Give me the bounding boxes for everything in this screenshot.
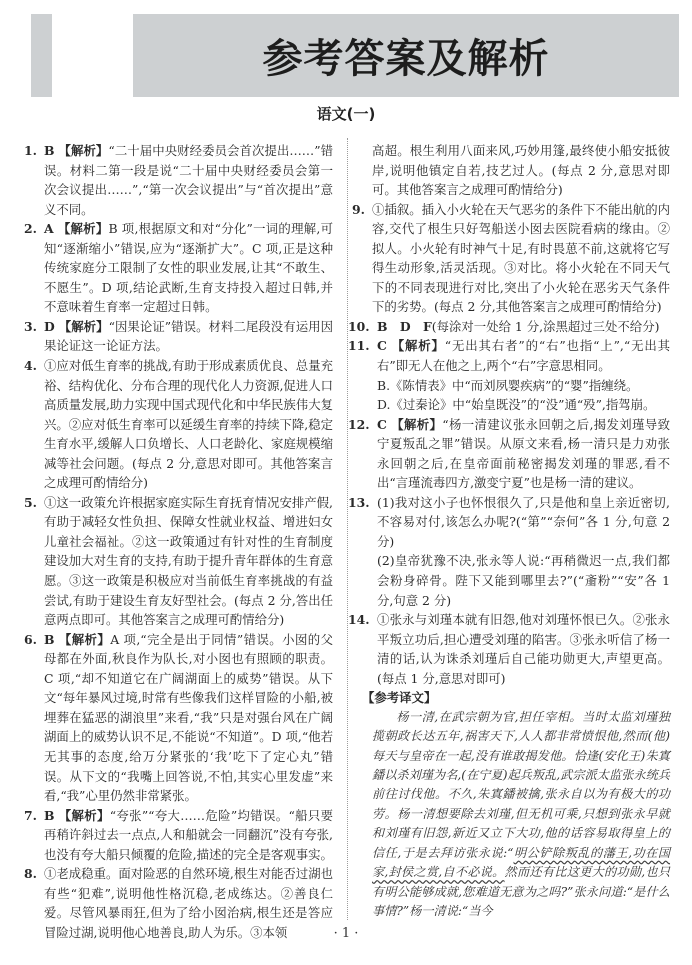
answer-item-11 (348, 336, 671, 414)
item-text: (每涂对一处给 1 分,涂黑超过三处不给分) (431, 318, 660, 334)
item-number: 14. (348, 612, 370, 628)
answer-item-1 (24, 141, 334, 219)
item-number: 2. (24, 221, 37, 237)
item-text: ①应对低生育率的挑战,有助于形成素质优良、总量充裕、结构优化、分布合理的现代化人力资源,促进人口高质量发展,助力实现中国式现代化和中华民族伟大复兴。②应对低生育率可以延缓生育率的持续下降,稳定生育水平,缓解人口负增长、人口老龄化、家庭规模缩减等社会问题。(每点 2 分,意思对即可。其他答案言之成理可酌情给分) (44, 358, 333, 491)
item-text: A 项,“完全是出于同情”错误。小囡的父母都在外面,秋良作为队长,对小囡也有照顾的职责。C 项,“却不知道它在广阔湖面上的威势”错误。从下文“每年暴风过境,时常有些像我们这样冒险的小船,被埋葬在猛恶的湖浪里”来看,“我”只是对强台风在广阔湖面上的威势认识不足,不能说“不知道”。D 项,“他若无其事的态度,给万分紧张的‘我’吃下了定心丸”错误。从下文的“我嘴上回答说,不怕,其实心里发虚”来看,“我”心里仍然非常紧张。 (44, 631, 334, 804)
item-text: “二十届中央财经委员会首次提出……”错误。材料二第一段是说“二十届中央财经委员会第一次会议提出……”,“第一次会议提出”与“首次提出”意义不同。 (44, 143, 334, 217)
item-subpoint: (2)皇帝犹豫不决,张永等人说:“再稍微迟一点,我们都会粉身碎骨。陛下又能到哪里去?”(“齑粉”“安”各 1 分,句意 2 分) (377, 553, 670, 608)
item-answer: B (44, 807, 55, 823)
translation-text (372, 708, 670, 921)
reference-translation (358, 688, 670, 921)
item-answer: C (377, 338, 387, 354)
analysis-tag: 【解析】 (58, 631, 111, 647)
wavy-underlined-text: 明公铲除叛乱的藩王,功在国家,封侯之赏,自不必说。 (372, 845, 671, 880)
item-answer: B (44, 143, 55, 158)
item-answer: B (44, 631, 55, 647)
item-answer: B D F (377, 318, 432, 334)
item-text: B 项,根据原文和对“分化”一词的理解,可知“逐渐缩小”错误,应为“逐渐扩大”。C 项,正是这种传统家庭分工限制了女性的职业发展,让其“不敢生、不愿生”。D 项,结论武断,生育支持投入超过日韩,并不意味着生育率一定超过日韩。 (44, 221, 334, 315)
answer-item-12 (348, 415, 670, 493)
answer-item-5 (24, 493, 333, 630)
item-text: ①这一政策允许根据家庭实际生育抚育情况安排产假,有助于减轻女性负担、保障女性就业权益、增进妇女儿童社会福祉。②这一政策通过有针对性的生育制度建设加大对生育的支持,有助于提升青年群体的生育意愿。③这一政策是积极应对当前低生育率挑战的有益尝试,有助于建设生育友好型社会。(每点 2 分,答出任意两点即可。其他答案言之成理可酌情给分) (44, 494, 333, 628)
item-number: 11. (348, 338, 370, 354)
answer-item-14 (348, 610, 670, 688)
page-number: · 1 · (333, 926, 359, 941)
item-number: 4. (24, 358, 37, 374)
answer-item-7 (24, 806, 333, 865)
answer-item-8-continued (358, 141, 670, 200)
item-number: 9. (352, 201, 365, 217)
reference-heading: 【参考译文】 (362, 690, 437, 706)
item-text: 高超。根生利用八面来风,巧妙用篷,最终使小船安抵彼岸,说明他镇定自若,技艺过人。(每点 2 分,意思对即可。其他答案言之成理可酌情给分) (372, 143, 670, 198)
item-text: ①老成稳重。面对险恶的自然环境,根生对能否过湖也有些“犯难”,说明他性格沉稳,老成练达。②善良仁爱。尽管风暴雨狂,但为了给小囡治病,根生还是答应冒险过湖,说明他心地善良,助人为乐。③本领 (44, 866, 333, 940)
item-text: ①张永与刘瑾本就有旧怨,他对刘瑾怀恨已久。②张永平叛立功后,担心遭受刘瑾的陷害。③张永听信了杨一清的话,认为诛杀刘瑾后自己能功勋更大,声望更高。(每点 1 分,意思对即可) (377, 612, 670, 686)
item-number: 3. (24, 318, 37, 334)
item-text: “夸张”“夸大……危险”均错误。“船只要再稍许斜过去一点点,人和船就会一同翻沉”没有夸张,也没有夸大船只倾覆的危险,描述的完全是客观事实。 (44, 807, 333, 862)
answer-item-4 (24, 356, 333, 493)
subject-heading: 语文(一) (316, 105, 376, 123)
item-number: 12. (348, 416, 370, 432)
answer-item-2 (24, 219, 334, 317)
item-answer: A (44, 221, 54, 237)
answer-item-9 (352, 200, 670, 317)
item-number: 5. (24, 494, 37, 510)
item-number: 7. (24, 807, 37, 823)
item-number: 1. (24, 143, 37, 158)
item-number: 8. (24, 866, 37, 882)
column-divider (347, 138, 348, 920)
answer-item-3 (24, 317, 334, 356)
analysis-tag: 【解析】 (58, 318, 109, 334)
item-text: ①插叙。插入小火轮在天气恶劣的条件下不能出航的内容,交代了根生只好驾船送小囡去医院看病的缘由。②拟人。小火轮有时神气十足,有时畏葸不前,这就将它写得生动形象,活灵活现。③对比。将小火轮在不同天气下的不同表现进行对比,突出了小火轮在恶劣天气条件下的劣势。(每点 2 分,其他答案言之成理可酌情给分) (372, 201, 670, 315)
right-column (348, 141, 671, 921)
answer-item-13 (348, 493, 670, 610)
item-subpoint: D.《过秦论》中“始皇既没”的“没”通“殁”,指驾崩。 (377, 397, 656, 413)
item-text: (1)我对这小子也怀恨很久了,只是他和皇上亲近密切,不容易对付,该怎么办呢?(“第”“奈何”各 1 分,句意 2 分) (377, 494, 670, 549)
left-column (24, 141, 334, 942)
answer-item-10 (348, 317, 670, 337)
analysis-tag: 【解析】 (391, 416, 443, 432)
item-text: “因果论证”错误。材料二尾段没有运用因果论证这一论证方法。 (44, 318, 334, 354)
item-number: 13. (348, 494, 370, 510)
analysis-tag: 【解析】 (58, 807, 110, 823)
answer-item-6 (24, 630, 334, 806)
item-answer: C (377, 416, 387, 432)
translation-part: 然而还有比这更大的功勋,也只有明公能够成就,您难道无意为之吗?”张永问道:“是什么事情?”杨一清说:“当今 (372, 865, 671, 918)
analysis-tag: 【解析】 (391, 338, 445, 354)
item-text: “无出其右者”的“右”也指“上”,“无出其右”即无人在他之上,两个“右”字意思相同。 (377, 338, 671, 374)
page-title: 参考答案及解析 (262, 36, 550, 82)
item-subpoint: B.《陈情表》中“而刘夙婴疾病”的“婴”指缠绕。 (377, 377, 639, 393)
item-number: 10. (348, 318, 370, 334)
item-answer: D (44, 318, 55, 334)
item-number: 6. (24, 631, 37, 647)
analysis-tag: 【解析】 (57, 221, 109, 237)
translation-part: 杨一清,在武宗朝为官,担任宰相。当时太监刘瑾独揽朝政长达五年,祸害天下,人人都非常愤恨他,然而(他)每天与皇帝在一起,没有谁敢揭发他。恰逢(安化王)朱寘鐇以杀刘瑾为名,(在宁夏)起兵叛乱,武宗派太监张永统兵前往讨伐他。不久,朱寘鐇被擒,张永自以为有极大的功劳。杨一清想要除去刘瑾,但无机可乘,只想到张永早就和刘瑾有旧怨,新近又立下大功,他的话容易取得皇上的信任,于是去拜访张永说:“ (372, 709, 670, 860)
item-text: “杨一清建议张永回朝之后,揭发刘瑾导致宁夏叛乱之罪”错误。从原文来看,杨一清只是力劝张永回朝之后,在皇帝面前秘密揭发刘瑾的罪恶,看不出“言瑾流毒四方,激变宁夏”也是杨一清的建议。 (377, 416, 670, 491)
header-band-left (31, 14, 52, 97)
analysis-tag: 【解析】 (58, 143, 109, 158)
